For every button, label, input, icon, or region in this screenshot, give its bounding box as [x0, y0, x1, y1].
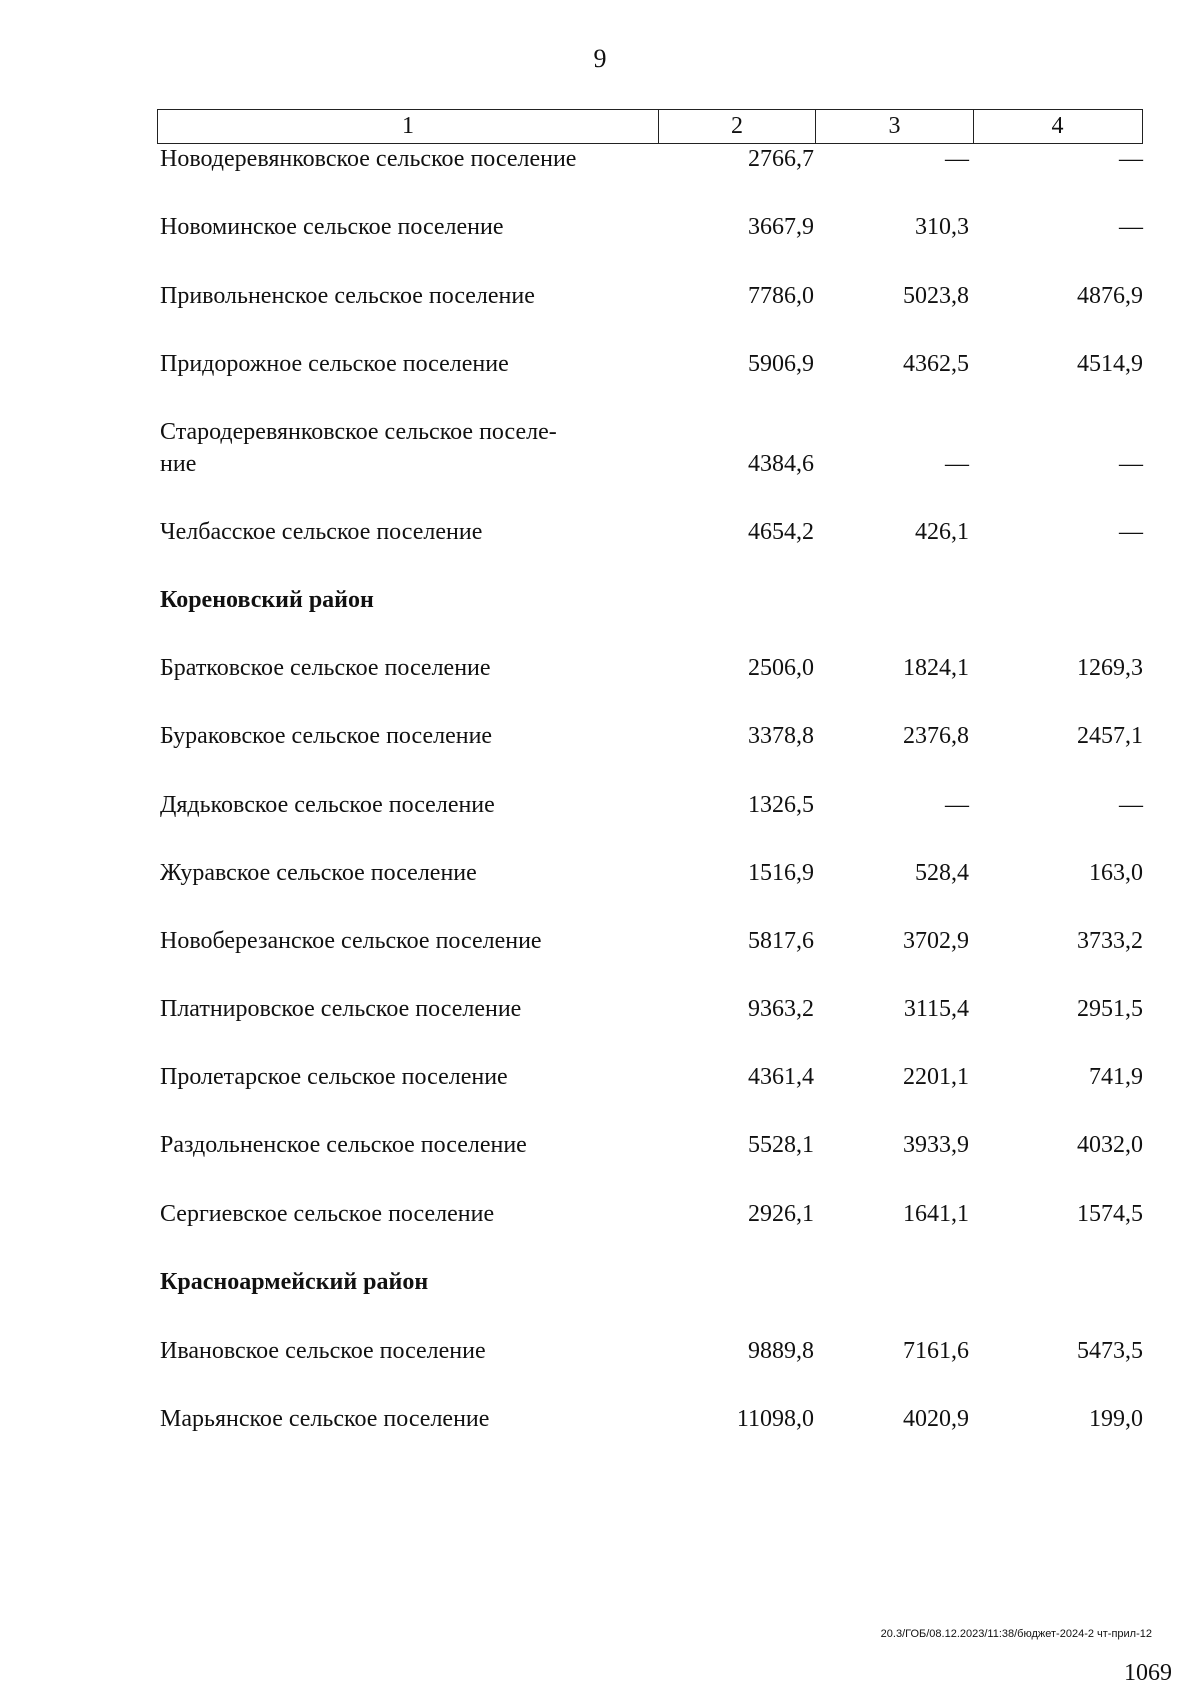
value-col-2: 5906,9 — [748, 351, 814, 377]
page-number: 9 — [593, 44, 607, 73]
value-col-4: — — [1119, 451, 1143, 477]
value-col-3: 5023,8 — [903, 283, 969, 309]
value-col-3: 3933,9 — [903, 1132, 969, 1158]
value-col-4: 163,0 — [1089, 860, 1143, 886]
value-col-2: 5528,1 — [748, 1132, 814, 1158]
value-col-2: 3378,8 — [748, 723, 814, 749]
settlement-name: Сергиевское сельское поселение — [160, 1201, 495, 1227]
value-col-3: 1824,1 — [903, 655, 969, 681]
value-col-2: 4654,2 — [748, 519, 814, 545]
value-col-2: 2766,7 — [748, 146, 814, 172]
value-col-4: 4032,0 — [1077, 1132, 1143, 1158]
value-col-4: 4514,9 — [1077, 351, 1143, 377]
table-header — [157, 109, 1143, 144]
value-col-3: 3115,4 — [903, 996, 969, 1022]
value-col-3: 3702,9 — [903, 928, 969, 954]
settlement-name-line-1: Стародеревянковское сельское поселе- — [160, 419, 557, 445]
value-col-3: 426,1 — [915, 519, 969, 545]
value-col-3: — — [945, 146, 969, 172]
value-col-4: 2457,1 — [1077, 723, 1143, 749]
header-col-3: 3 — [816, 110, 974, 143]
value-col-4: — — [1119, 214, 1143, 240]
settlement-name: Придорожное сельское поселение — [160, 351, 509, 377]
settlement-name: Платнировское сельское поселение — [160, 996, 522, 1022]
value-col-4: 1574,5 — [1077, 1201, 1143, 1227]
value-col-3: 1641,1 — [903, 1201, 969, 1227]
settlement-name: Журавское сельское поселение — [160, 860, 477, 886]
value-col-3: — — [945, 451, 969, 477]
settlement-name: Пролетарское сельское поселение — [160, 1064, 508, 1090]
district-name: Кореновский район — [160, 587, 374, 613]
value-col-2: 2506,0 — [748, 655, 814, 681]
value-col-2: 2926,1 — [748, 1201, 814, 1227]
value-col-3: 4362,5 — [903, 351, 969, 377]
value-col-2: 11098,0 — [736, 1406, 814, 1432]
header-col-1: 1 — [158, 110, 659, 143]
settlement-name: Новоминское сельское поселение — [160, 214, 504, 240]
value-col-2: 5817,6 — [748, 928, 814, 954]
value-col-2: 1516,9 — [748, 860, 814, 886]
value-col-2: 7786,0 — [748, 283, 814, 309]
sheet-number: 1069 — [1124, 1660, 1172, 1686]
value-col-4: 5473,5 — [1077, 1338, 1143, 1364]
value-col-3: 2376,8 — [903, 723, 969, 749]
value-col-3: 4020,9 — [903, 1406, 969, 1432]
value-col-2: 3667,9 — [748, 214, 814, 240]
district-name: Красноармейский район — [160, 1269, 429, 1295]
value-col-2: 4361,4 — [748, 1064, 814, 1090]
settlement-name: Новоберезанское сельское поселение — [160, 928, 542, 954]
settlement-name: Дядьковское сельское поселение — [160, 792, 495, 818]
settlement-name: Привольненское сельское поселение — [160, 283, 535, 309]
settlement-name: Ивановское сельское поселение — [160, 1338, 486, 1364]
settlement-name: Братковское сельское поселение — [160, 655, 491, 681]
settlement-name: Марьянское сельское поселение — [160, 1406, 490, 1432]
settlement-name: Новодеревянковское сельское поселение — [160, 146, 577, 172]
value-col-3: 528,4 — [915, 860, 969, 886]
value-col-4: 1269,3 — [1077, 655, 1143, 681]
value-col-2: 9363,2 — [748, 996, 814, 1022]
value-col-4: 2951,5 — [1077, 996, 1143, 1022]
value-col-4: — — [1119, 146, 1143, 172]
value-col-4: 199,0 — [1089, 1406, 1143, 1432]
value-col-4: — — [1119, 519, 1143, 545]
document-code: 20.3/ГОБ/08.12.2023/11:38/бюджет-2024-2 чт-прил-12 — [880, 1628, 1152, 1640]
value-col-4: 3733,2 — [1077, 928, 1143, 954]
value-col-3: 2201,1 — [903, 1064, 969, 1090]
value-col-2: 4384,6 — [748, 451, 814, 477]
value-col-3: — — [945, 792, 969, 818]
value-col-4: — — [1119, 792, 1143, 818]
value-col-4: 4876,9 — [1077, 283, 1143, 309]
settlement-name: Бураковское сельское поселение — [160, 723, 493, 749]
value-col-3: 7161,6 — [903, 1338, 969, 1364]
value-col-2: 9889,8 — [748, 1338, 814, 1364]
settlement-name: Раздольненское сельское поселение — [160, 1132, 527, 1158]
value-col-2: 1326,5 — [748, 792, 814, 818]
settlement-name: Челбасское сельское поселение — [160, 519, 483, 545]
header-col-4: 4 — [1051, 113, 1064, 139]
settlement-name-line-2: ние — [160, 451, 197, 477]
header-col-2: 2 — [659, 110, 816, 143]
value-col-3: 310,3 — [915, 214, 969, 240]
value-col-4: 741,9 — [1089, 1064, 1143, 1090]
